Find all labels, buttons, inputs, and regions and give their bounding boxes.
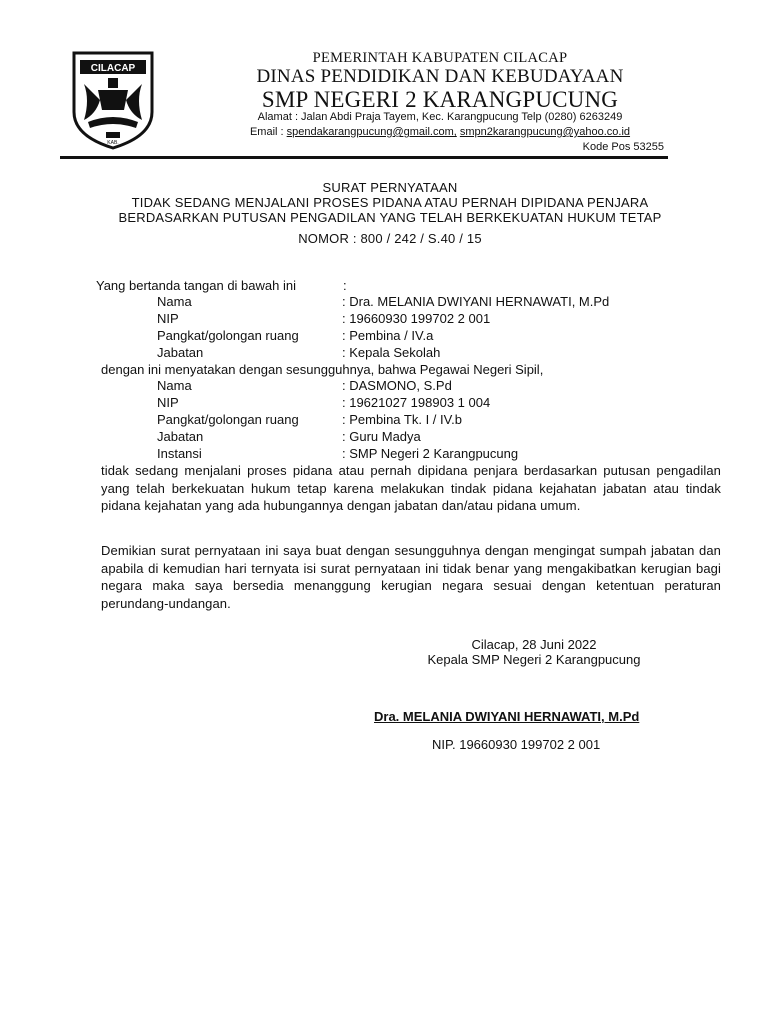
subject-nip-value: : 19621027 198903 1 004 [342,395,491,410]
header-divider [60,156,668,159]
header-postal-code: Kode Pos 53255 [582,141,664,153]
email-link-2[interactable]: smpn2karangpucung@yahoo.co.id [459,126,631,138]
logo-bottom-text: KAB. [107,140,119,146]
subject-rank-value: : Pembina Tk. I / IV.b [342,412,462,427]
subject-position-value: : Guru Madya [342,429,421,444]
document-subtitle-2: BERDASARKAN PUTUSAN PENGADILAN YANG TELAH BERKEKUATAN HUKUM TETAP [118,210,662,225]
header-email [200,126,680,138]
declaration-line: dengan ini menyatakan dengan sesungguhnya, bahwa Pegawai Negeri Sipil, [101,362,544,377]
document-number: NOMOR : 800 / 242 / S.40 / 15 [298,231,482,246]
email-link-1[interactable]: spendakarangpucung@gmail.com, [286,126,457,138]
signature-place-date: Cilacap, 28 Juni 2022 [471,637,597,652]
logo-text: CILACAP [90,63,136,74]
subject-position-label: Jabatan [157,429,204,444]
signature-name: Dra. MELANIA DWIYANI HERNAWATI, M.Pd [374,709,640,724]
signer-intro-colon: : [343,278,347,293]
document-title: SURAT PERNYATAAN [322,180,458,195]
signer-position-value: : Kepala Sekolah [342,345,441,360]
signer-nip-label: NIP [157,311,179,326]
header-department: DINAS PENDIDIKAN DAN KEBUDAYAAN [256,66,624,87]
subject-name-value: : DASMONO, S.Pd [342,378,452,393]
regency-logo [70,50,156,150]
header-school: SMP NEGERI 2 KARANGPUCUNG [261,87,619,112]
header-government: PEMERINTAH KABUPATEN CILACAP [312,50,568,66]
header-address: Alamat : Jalan Abdi Praja Tayem, Kec. Karangpucung Telp (0280) 6263249 [257,111,623,123]
signer-rank-value: : Pembina / IV.a [342,328,434,343]
subject-nip-label: NIP [157,395,179,410]
subject-name-label: Nama [157,378,192,393]
signer-position-label: Jabatan [157,345,204,360]
signer-rank-label: Pangkat/golongan ruang [157,328,299,343]
signature-nip: NIP. 19660930 199702 2 001 [432,737,601,752]
document-subtitle-1: TIDAK SEDANG MENJALANI PROSES PIDANA ATAU PERNAH DIPIDANA PENJARA [131,195,649,210]
signer-name-label: Nama [157,294,192,309]
signer-nip-value: : 19660930 199702 2 001 [342,311,491,326]
signer-name-value: : Dra. MELANIA DWIYANI HERNAWATI, M.Pd [342,294,610,309]
subject-institution-label: Instansi [157,446,202,461]
signature-position: Kepala SMP Negeri 2 Karangpucung [427,652,641,667]
email-label: Email : [249,126,287,138]
statement-paragraph: tidak sedang menjalani proses pidana atau pernah dipidana penjara berdasarkan putusan pengadilan yang telah berkekuatan hukum tetap karena melakukan tindak pidana kejahatan jabatan atau tindak pidana kejahatan yang ada hubungannya dengan jabatan dan/atau pidana umum. [101,463,721,513]
subject-institution-value: : SMP Negeri 2 Karangpucung [342,446,519,461]
closing-paragraph: Demikian surat pernyataan ini saya buat dengan sesungguhnya dengan mengingat sumpah jabatan dan apabila di kemudian hari ternyata isi surat pernyataan ini tidak benar yang mengakibatkan kerugian bagi negara maka saya bersedia menanggung kerugian negara sesuai dengan ketentuan peraturan perundang-undangan. [101,543,721,611]
signer-intro: Yang bertanda tangan di bawah ini [96,278,296,293]
subject-rank-label: Pangkat/golongan ruang [157,412,299,427]
